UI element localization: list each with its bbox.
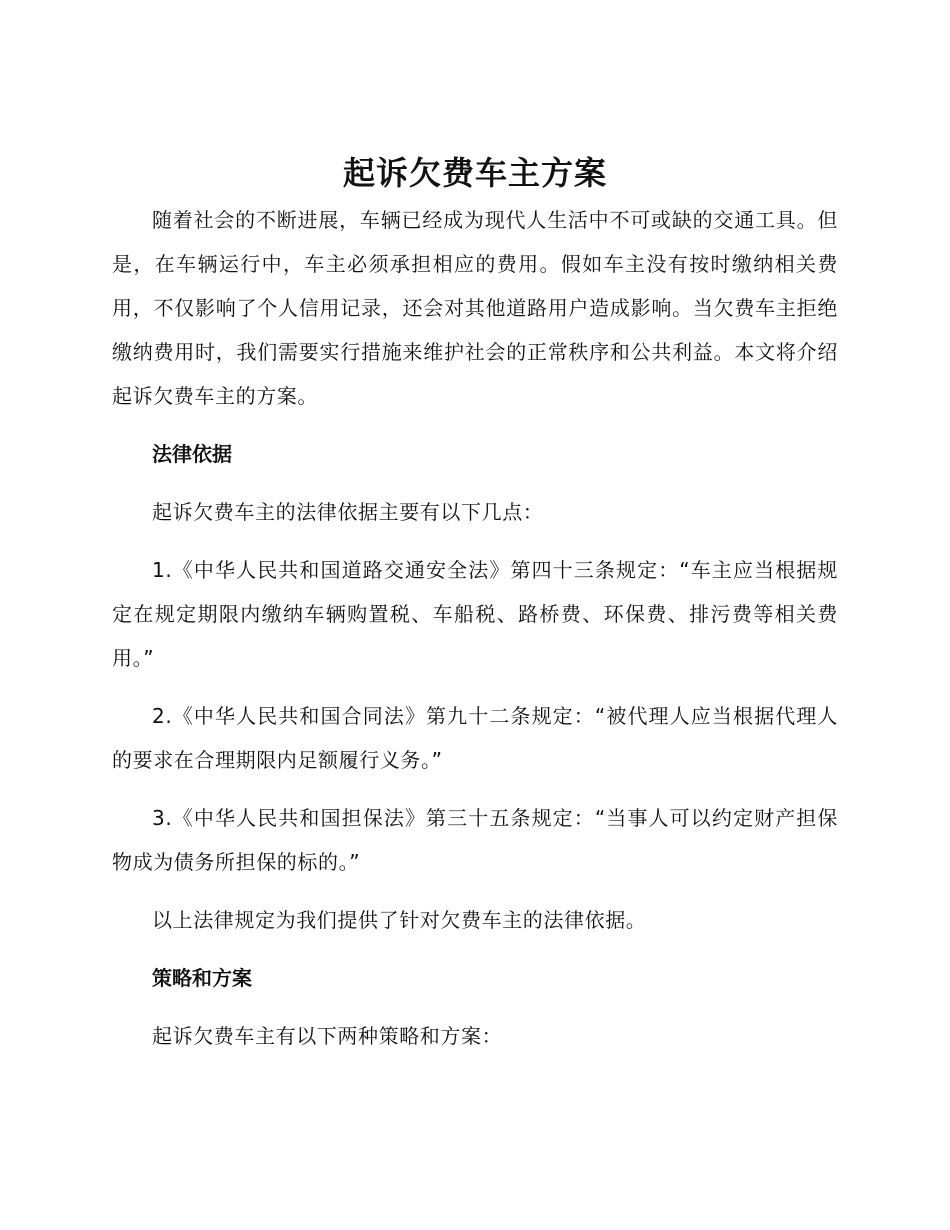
section-heading-legal-basis: 法律依据 (152, 442, 232, 466)
legal-basis-lead: 起诉欠费车主的法律依据主要有以下几点： (152, 500, 544, 524)
section-heading-strategy: 策略和方案 (152, 966, 252, 990)
legal-item-3: 3.《中华人民共和国担保法》第三十五条规定：“当事人可以约定财产担保物成为债务所担保的标的。” (112, 806, 838, 874)
intro-paragraph: 随着社会的不断进展，车辆已经成为现代人生活中不可或缺的交通工具。但是，在车辆运行中，车主必须承担相应的费用。假如车主没有按时缴纳相关费用，不仅影响了个人信用记录，还会对其他道路用户造成影响。当欠费车主拒绝缴纳费用时，我们需要实行措施来维护社会的正常秩序和公共利益。本文将介绍起诉欠费车主的方案。 (112, 208, 838, 408)
legal-basis-summary: 以上法律规定为我们提供了针对欠费车主的法律依据。 (152, 908, 647, 932)
strategy-lead: 起诉欠费车主有以下两种策略和方案： (152, 1024, 503, 1048)
document-title: 起诉欠费车主方案 (342, 154, 607, 192)
legal-item-1: 1.《中华人民共和国道路交通安全法》第四十三条规定：“车主应当根据规定在规定期限内缴纳车辆购置税、车船税、路桥费、环保费、排污费等相关费用。” (112, 558, 838, 670)
legal-item-2: 2.《中华人民共和国合同法》第九十二条规定：“被代理人应当根据代理人的要求在合理期限内足额履行义务。” (112, 704, 838, 772)
